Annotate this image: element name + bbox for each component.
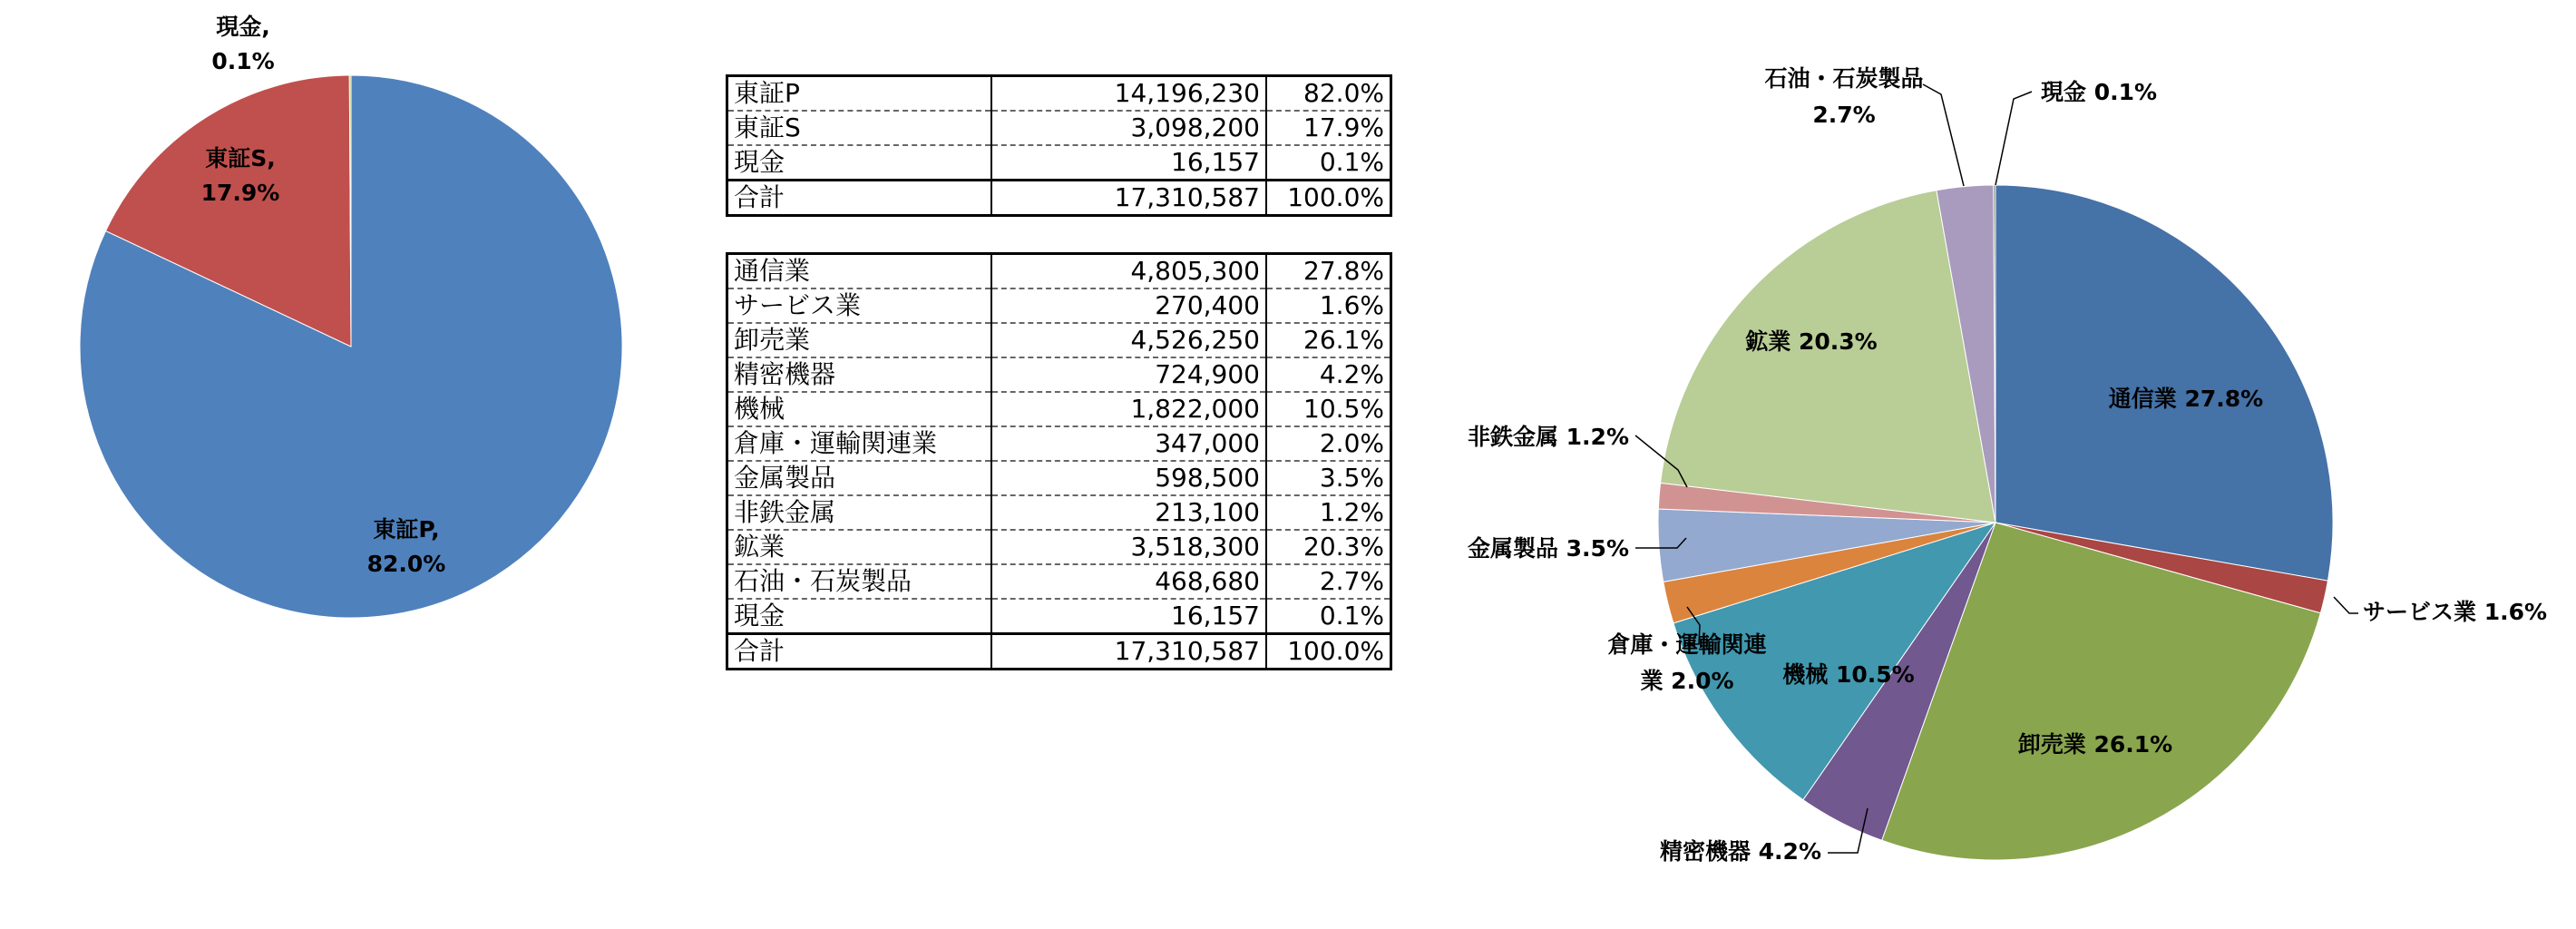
table-row (727, 76, 1391, 112)
sector-pie-chart (1415, 0, 2576, 929)
data-label: 82.0% (366, 551, 446, 577)
table-row (727, 254, 1391, 289)
table-total-row (727, 634, 1391, 670)
table-row (727, 530, 1391, 564)
table-row (727, 111, 1391, 145)
row-amount: 16,157 (991, 599, 1266, 634)
data-label: サービス業 1.6% (2363, 599, 2548, 625)
row-name: サービス業 (727, 288, 992, 323)
leader-line (1995, 92, 2032, 185)
row-amount: 16,157 (991, 145, 1266, 181)
row-name: 鉱業 (727, 530, 992, 564)
leader-line (2334, 597, 2358, 613)
total-amount: 17,310,587 (991, 181, 1266, 216)
row-amount: 3,098,200 (991, 111, 1266, 145)
row-name: 非鉄金属 (727, 495, 992, 530)
sector-pie-slice (1995, 185, 2333, 581)
row-percent: 26.1% (1266, 323, 1391, 357)
data-label: 通信業 27.8% (2108, 386, 2264, 412)
data-label: 東証P, (373, 516, 440, 543)
row-amount: 3,518,300 (991, 530, 1266, 564)
row-amount: 347,000 (991, 426, 1266, 461)
data-label: 2.7% (1812, 102, 1876, 128)
data-label: 0.1% (211, 48, 275, 74)
data-label: 石油・石炭製品 (1764, 65, 1924, 92)
data-label: 非鉄金属 1.2% (1467, 424, 1629, 450)
row-percent: 0.1% (1266, 599, 1391, 634)
row-name: 東証P (734, 78, 800, 108)
table-total-row (727, 181, 1391, 216)
row-amount: 598,500 (991, 461, 1266, 495)
row-percent: 1.2% (1266, 495, 1391, 530)
table-row (727, 564, 1391, 599)
total-amount: 17,310,587 (991, 634, 1266, 670)
row-percent: 0.1% (1266, 145, 1391, 181)
total-percent: 100.0% (1266, 634, 1391, 670)
row-name: 機械 (727, 392, 992, 426)
row-name: 現金 (727, 145, 992, 181)
table-row (727, 288, 1391, 323)
data-label: 卸売業 26.1% (2017, 731, 2173, 758)
row-amount: 14,196,230 (991, 76, 1266, 112)
data-label: 17.9% (200, 180, 280, 206)
table-row (727, 392, 1391, 426)
leader-line (1923, 84, 1964, 186)
table-row (727, 145, 1391, 181)
row-amount: 270,400 (991, 288, 1266, 323)
market-table (726, 74, 1392, 217)
data-label: 現金 0.1% (2041, 79, 2158, 105)
data-label: 東証S, (205, 145, 276, 171)
market-pie-chart (0, 0, 689, 929)
row-percent: 2.0% (1266, 426, 1391, 461)
table-row (727, 495, 1391, 530)
data-label: 鉱業 20.3% (1745, 328, 1878, 355)
table-row (727, 461, 1391, 495)
sector-table (726, 252, 1392, 670)
data-label: 機械 10.5% (1782, 661, 1915, 688)
data-label: 精密機器 4.2% (1659, 838, 1821, 865)
row-percent: 27.8% (1266, 254, 1391, 289)
row-name: 卸売業 (727, 323, 992, 357)
row-name: 東証S (727, 111, 992, 145)
row-name: 倉庫・運輸関連業 (727, 426, 992, 461)
row-name: 現金 (727, 599, 992, 634)
total-name: 合計 (727, 181, 992, 216)
row-name: 通信業 (734, 256, 811, 286)
row-percent: 1.6% (1266, 288, 1391, 323)
row-amount: 213,100 (991, 495, 1266, 530)
row-name: 精密機器 (727, 357, 992, 392)
row-percent: 20.3% (1266, 530, 1391, 564)
row-percent: 17.9% (1266, 111, 1391, 145)
row-name: 石油・石炭製品 (727, 564, 992, 599)
table-row (727, 599, 1391, 634)
row-amount: 724,900 (991, 357, 1266, 392)
table-row (727, 426, 1391, 461)
table-row (727, 357, 1391, 392)
row-amount: 4,805,300 (991, 254, 1266, 289)
row-name: 金属製品 (727, 461, 992, 495)
total-percent: 100.0% (1266, 181, 1391, 216)
data-label: 倉庫・運輸関連 (1607, 631, 1767, 658)
row-percent: 82.0% (1266, 76, 1391, 112)
table-row (727, 323, 1391, 357)
row-amount: 1,822,000 (991, 392, 1266, 426)
row-amount: 4,526,250 (991, 323, 1266, 357)
row-percent: 3.5% (1266, 461, 1391, 495)
data-label: 金属製品 3.5% (1467, 535, 1629, 562)
data-label: 業 2.0% (1640, 668, 1734, 694)
row-amount: 468,680 (991, 564, 1266, 599)
row-percent: 4.2% (1266, 357, 1391, 392)
row-percent: 2.7% (1266, 564, 1391, 599)
total-name: 合計 (727, 634, 992, 670)
row-percent: 10.5% (1266, 392, 1391, 426)
data-label: 現金, (216, 14, 270, 40)
